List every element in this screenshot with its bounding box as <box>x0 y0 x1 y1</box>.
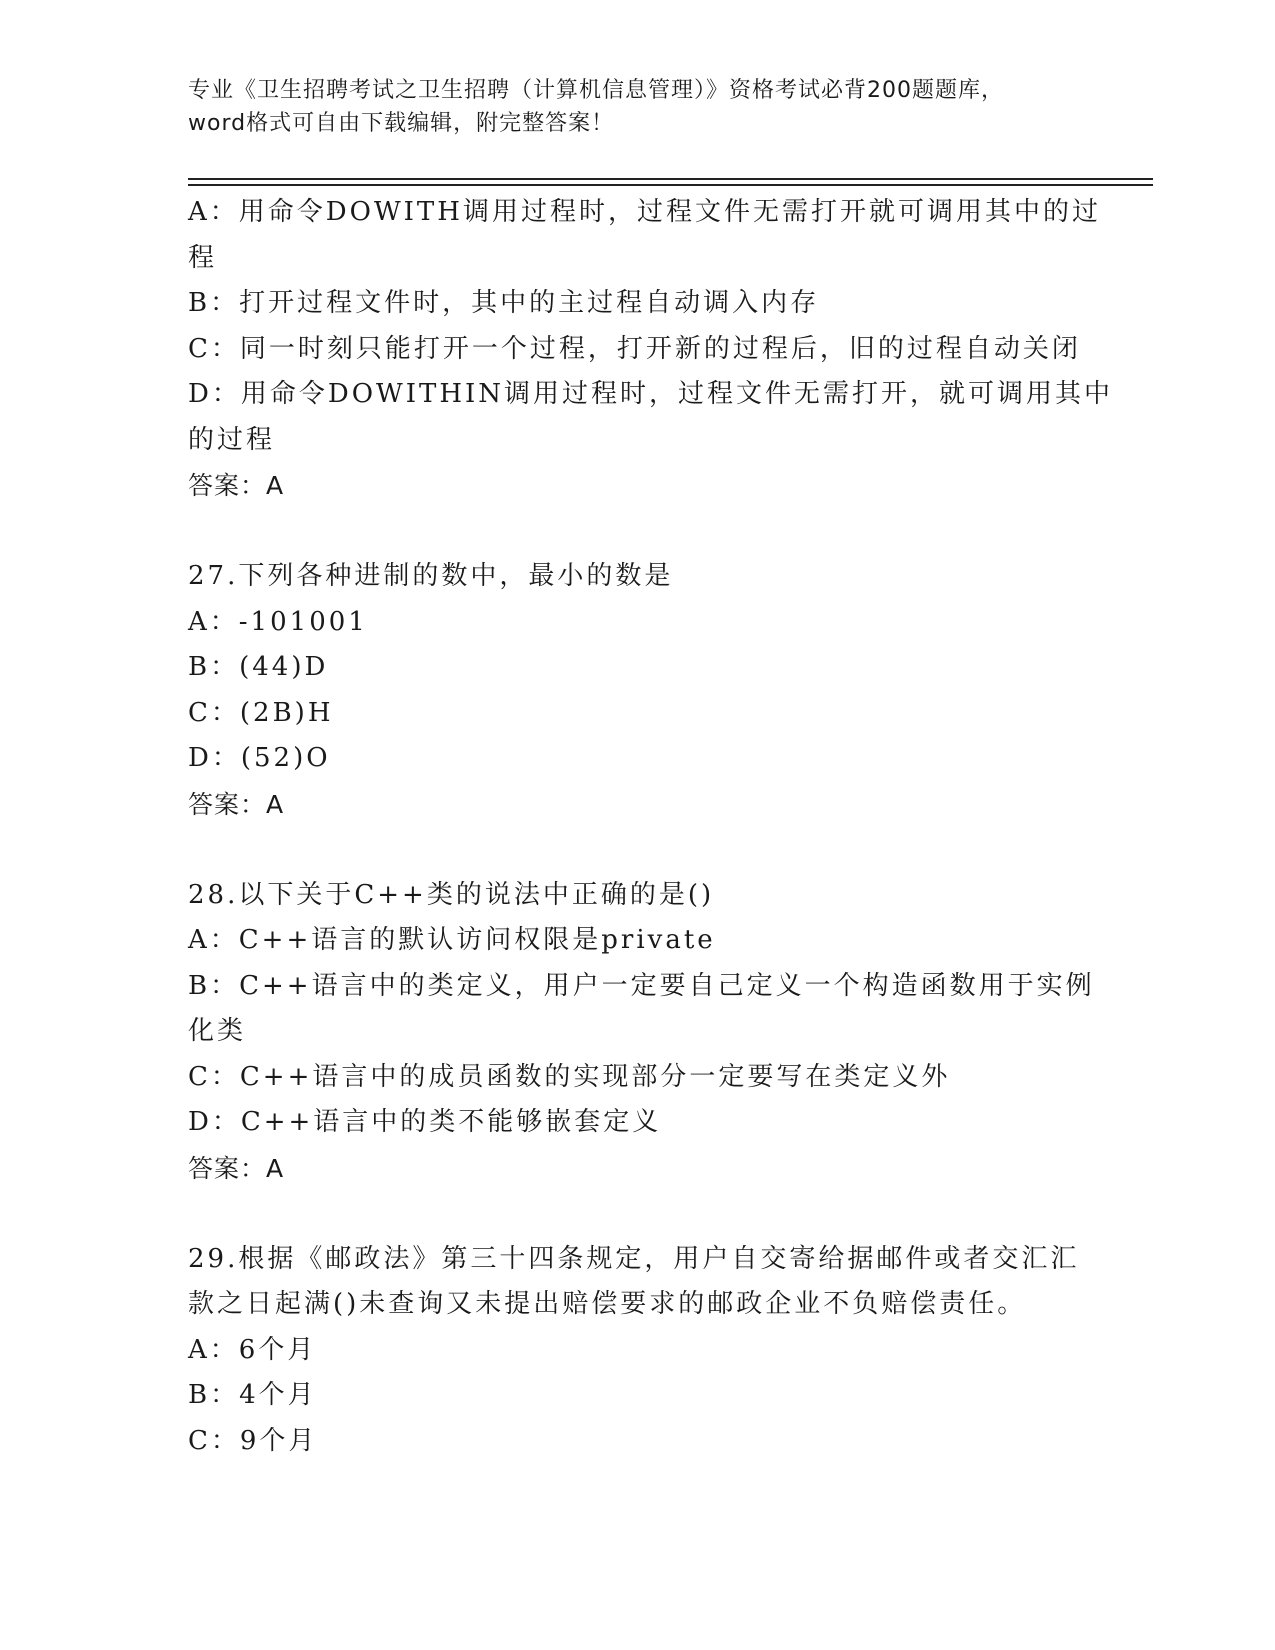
option-b-line-2: 化类 <box>188 1016 247 1046</box>
document-header <box>188 74 1088 140</box>
option-d-line-2: 的过程 <box>188 424 276 455</box>
option-c: C：C++语言中的成员函数的实现部分一定要写在类定义外 <box>188 1061 951 1092</box>
option-b: B：(44)D <box>188 652 329 682</box>
option-d: D：C++语言中的类不能够嵌套定义 <box>188 1107 662 1137</box>
option-a-line-1: A：用命令DOWITH调用过程时，过程文件无需打开就可调用其中的过 <box>188 197 1101 227</box>
header-line-1: 专业《卫生招聘考试之卫生招聘（计算机信息管理）》资格考试必背200题题库， <box>188 78 1004 103</box>
question-26-continued <box>188 190 1114 509</box>
option-d-line-1: D：用命令DOWITHIN调用过程时，过程文件无需打开，就可调用其中 <box>188 379 1114 409</box>
question-list <box>188 190 1114 1464</box>
option-c: C：9个月 <box>188 1425 318 1456</box>
spacer <box>188 509 1088 555</box>
option-c: C：同一时刻只能打开一个过程，打开新的过程后，旧的过程自动关闭 <box>188 333 1081 364</box>
spacer <box>188 1191 1088 1237</box>
answer: 答案：A <box>188 789 285 819</box>
answer: 答案：A <box>188 1153 285 1183</box>
question-29 <box>188 1237 1088 1465</box>
header-divider-top <box>188 178 1153 180</box>
question-stem-line-1: 29.根据《邮政法》第三十四条规定，用户自交寄给据邮件或者交汇汇 <box>188 1243 1080 1274</box>
option-a: A：-101001 <box>188 606 368 637</box>
option-c: C：(2B)H <box>188 697 334 728</box>
question-28 <box>188 873 1095 1192</box>
option-a: A：C++语言的默认访问权限是private <box>188 925 716 955</box>
option-b: B：打开过程文件时，其中的主过程自动调入内存 <box>188 288 820 318</box>
option-b-line-1: B：C++语言中的类定义，用户一定要自己定义一个构造函数用于实例 <box>188 970 1095 1001</box>
question-stem: 27.下列各种进制的数中，最小的数是 <box>188 561 674 591</box>
option-d: D：(52)O <box>188 743 331 773</box>
question-27 <box>188 554 1088 827</box>
option-a: A：6个月 <box>188 1334 317 1365</box>
spacer <box>188 827 1088 873</box>
question-stem-line-2: 款之日起满()未查询又未提出赔偿要求的邮政企业不负赔偿责任。 <box>188 1289 1027 1319</box>
option-b: B：4个月 <box>188 1380 317 1410</box>
answer: 答案：A <box>188 471 285 500</box>
question-stem: 28.以下关于C++类的说法中正确的是() <box>188 879 715 910</box>
header-line-2: word格式可自由下载编辑，附完整答案！ <box>188 111 615 136</box>
option-a-line-2: 程 <box>188 242 218 273</box>
header-divider-bottom <box>188 184 1153 186</box>
